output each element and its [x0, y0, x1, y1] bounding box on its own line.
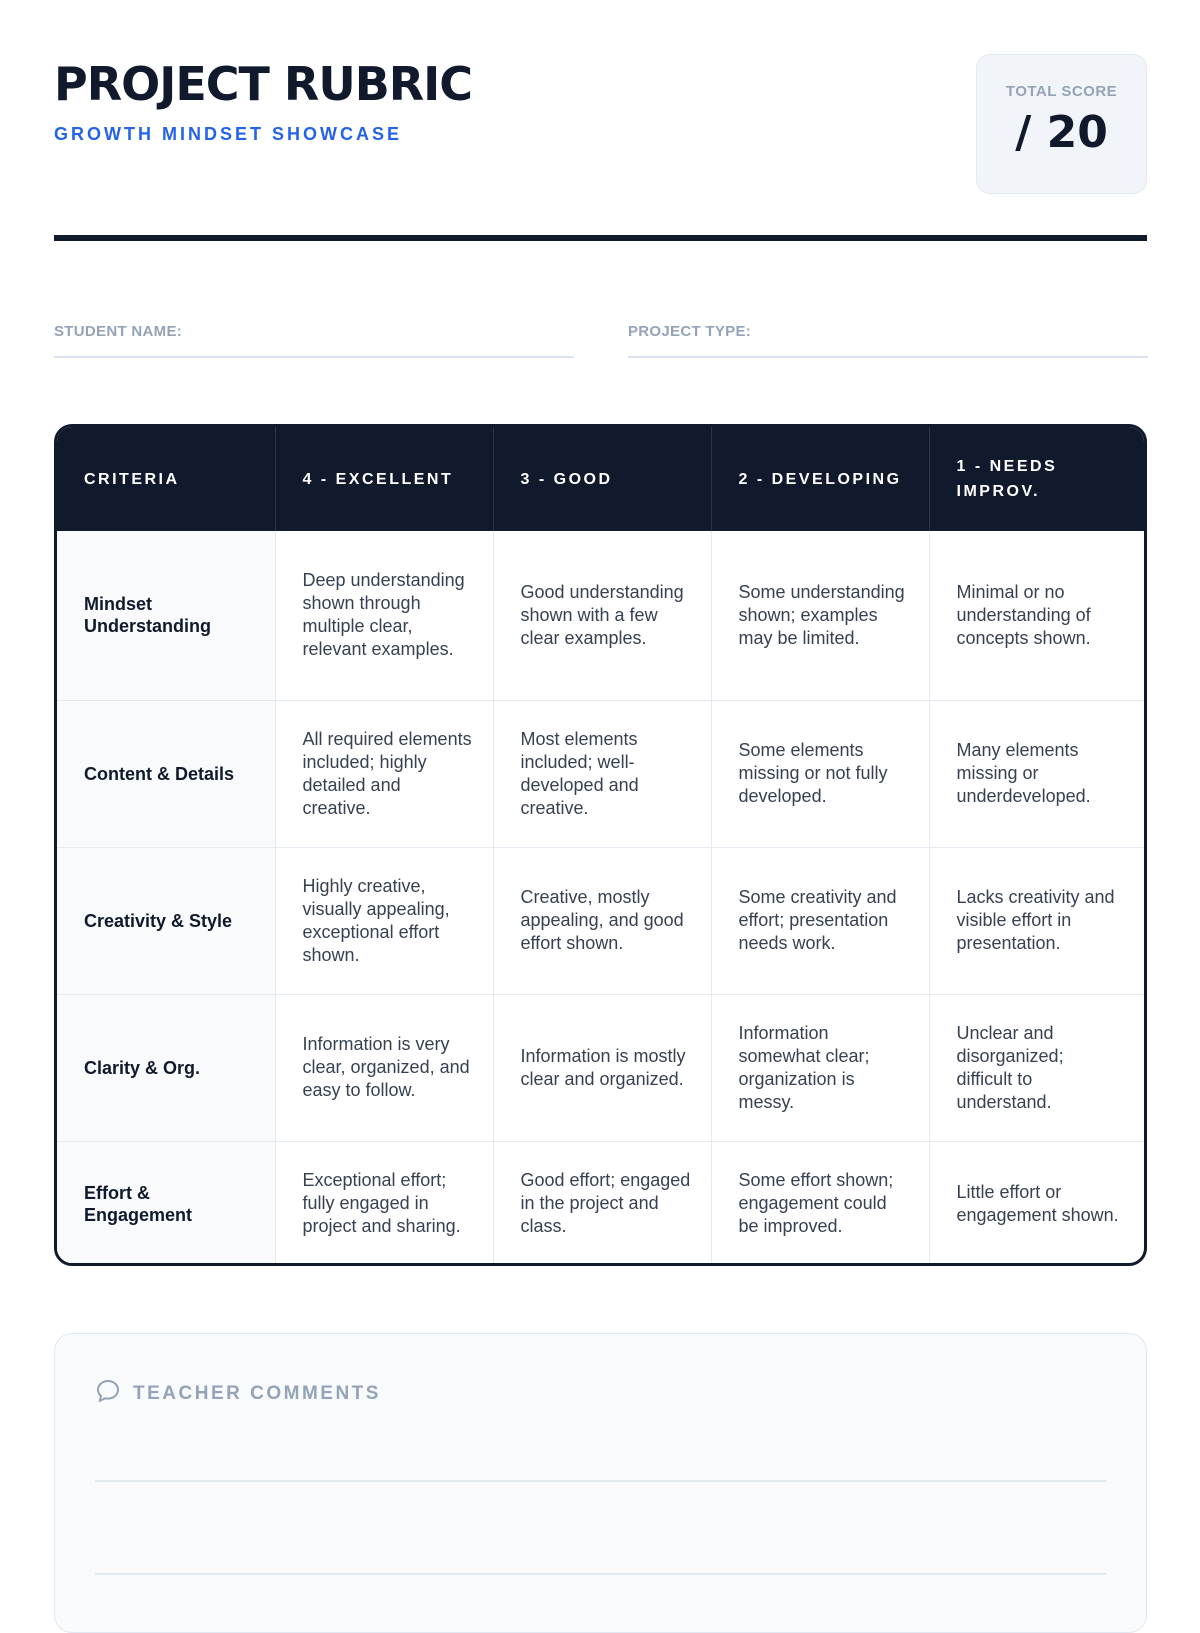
project-type-label: PROJECT TYPE:	[628, 323, 752, 340]
comment-line[interactable]	[95, 1480, 1106, 1482]
student-name-field[interactable]	[54, 318, 574, 358]
rubric-cell[interactable]: Most elements included; well-developed and creative.	[493, 700, 711, 847]
criteria-cell: Creativity & Style	[57, 847, 275, 994]
header-developing: 2 - DEVELOPING	[711, 427, 929, 531]
table-header-row	[57, 427, 1144, 531]
total-score-value: / 20	[1015, 107, 1108, 158]
rubric-cell[interactable]: Highly creative, visually appealing, exceptional effort shown.	[275, 847, 493, 994]
table-row	[57, 531, 1144, 700]
rubric-cell[interactable]: Creative, mostly appealing, and good effort shown.	[493, 847, 711, 994]
table-row	[57, 1141, 1144, 1266]
total-score-label: TOTAL SCORE	[1005, 83, 1118, 100]
criteria-cell: Clarity & Org.	[57, 994, 275, 1141]
comment-line[interactable]	[95, 1573, 1106, 1575]
rubric-cell[interactable]: Some understanding shown; examples may be limited.	[711, 531, 929, 700]
rubric-cell[interactable]: Many elements missing or underdeveloped.	[929, 700, 1144, 847]
teacher-comments-title: TEACHER COMMENTS	[133, 1382, 381, 1404]
rubric-cell[interactable]: Information is very clear, organized, and easy to follow.	[275, 994, 493, 1141]
header-excellent: 4 - EXCELLENT	[275, 427, 493, 531]
rubric-cell[interactable]: Minimal or no understanding of concepts shown.	[929, 531, 1144, 700]
table-row	[57, 700, 1144, 847]
rubric-cell[interactable]: All required elements included; highly detailed and creative.	[275, 700, 493, 847]
rubric-cell[interactable]: Exceptional effort; fully engaged in project and sharing.	[275, 1141, 493, 1266]
header-divider	[54, 235, 1147, 241]
header-needs-improvement: 1 - NEEDS IMPROV.	[929, 427, 1144, 531]
rubric-cell[interactable]: Deep understanding shown through multiple clear, relevant examples.	[275, 531, 493, 700]
rubric-cell[interactable]: Unclear and disorganized; difficult to understand.	[929, 994, 1144, 1141]
rubric-cell[interactable]: Good understanding shown with a few clear examples.	[493, 531, 711, 700]
total-score-box	[976, 54, 1147, 194]
criteria-cell: Content & Details	[57, 700, 275, 847]
rubric-cell[interactable]: Little effort or engagement shown.	[956, 1181, 1119, 1225]
rubric-cell[interactable]: Lacks creativity and visible effort in presentation.	[929, 847, 1144, 994]
project-type-field[interactable]	[628, 318, 1148, 358]
header-good: 3 - GOOD	[493, 427, 711, 531]
rubric-cell[interactable]: Good effort; engaged in the project and class.	[493, 1141, 711, 1266]
page-subtitle: GROWTH MINDSET SHOWCASE	[54, 124, 402, 144]
rubric-cell[interactable]: Information somewhat clear; organization is messy.	[711, 994, 929, 1141]
speech-bubble-icon	[95, 1378, 121, 1409]
table-row	[57, 994, 1144, 1141]
student-name-label: STUDENT NAME:	[54, 323, 183, 340]
header-criteria: CRITERIA	[57, 427, 275, 531]
rubric-cell[interactable]: Some effort shown; engagement could be improved.	[711, 1141, 929, 1266]
teacher-comments-header	[95, 1378, 381, 1409]
rubric-cell[interactable]: Information is mostly clear and organized.	[493, 994, 711, 1141]
criteria-cell: Effort & Engagement	[57, 1141, 275, 1266]
rubric-table	[54, 424, 1147, 1266]
rubric-cell[interactable]: Some elements missing or not fully developed.	[711, 700, 929, 847]
table-row	[57, 847, 1144, 994]
rubric-cell[interactable]: Some creativity and effort; presentation needs work.	[711, 847, 929, 994]
criteria-cell: Mindset Understanding	[57, 531, 275, 700]
page-title: PROJECT RUBRIC	[54, 57, 473, 111]
teacher-comments-section	[54, 1333, 1147, 1633]
